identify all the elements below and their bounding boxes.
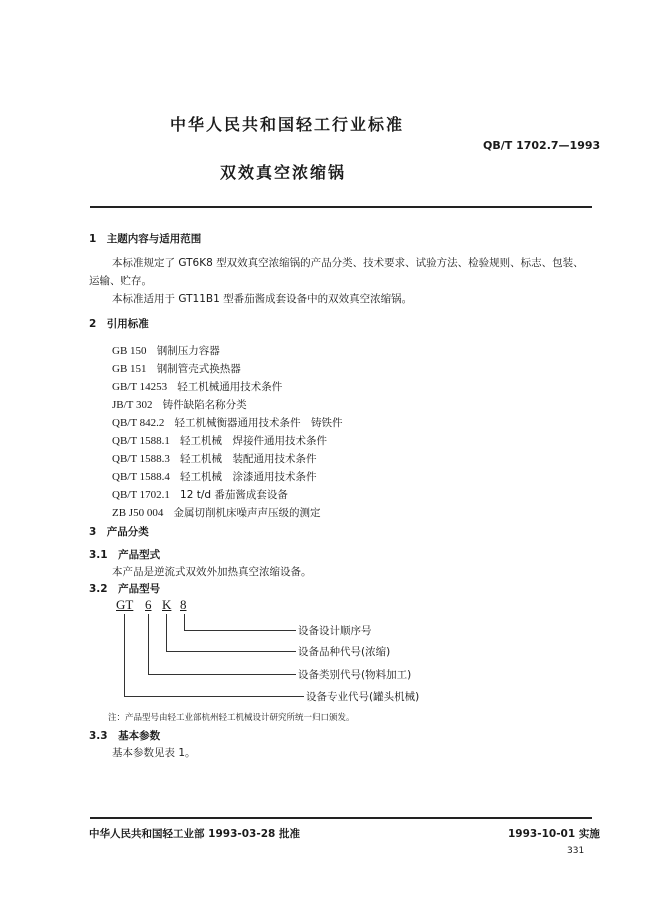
section-1-paragraph-1-line-2: 运输、贮存。 [89, 275, 152, 287]
reference-item [112, 393, 247, 412]
section-3-3-heading: 3.3 基本参数 [89, 730, 161, 742]
reference-name: 轻工机械衡器通用技术条件 铸铁件 [174, 417, 343, 429]
reference-name: 轻工机械通用技术条件 [177, 381, 283, 393]
connector-horizontal-6 [148, 674, 296, 675]
reference-item [112, 483, 288, 502]
reference-name: 轻工机械 焊接件通用技术条件 [180, 435, 328, 447]
model-label-variety-code: 设备品种代号(浓缩) [298, 646, 391, 658]
effective-date: 1993-10-01 实施 [508, 828, 600, 840]
section-3-heading: 3 产品分类 [89, 526, 149, 538]
connector-horizontal-gt [124, 696, 304, 697]
reference-code: GB/T 14253 [112, 381, 168, 393]
model-label-design-sequence: 设备设计顺序号 [298, 625, 372, 637]
connector-vertical-gt [124, 614, 125, 697]
section-1-heading: 1 主题内容与适用范围 [89, 233, 202, 245]
section-3-2-heading: 3.2 产品型号 [89, 583, 161, 595]
model-char-gt: GT [116, 597, 134, 612]
page-number: 331 [567, 846, 585, 856]
section-2-heading: 2 引用标准 [89, 318, 149, 330]
reference-item [112, 339, 220, 358]
reference-item [112, 465, 317, 484]
reference-name: 12 t/d 番茄酱成套设备 [180, 489, 288, 501]
reference-item [112, 357, 241, 376]
footer-rule [90, 817, 592, 819]
reference-name: 钢制压力容器 [156, 345, 220, 357]
reference-name: 金属切削机床噪声声压级的测定 [173, 507, 321, 519]
reference-code: GB 150 [112, 345, 147, 357]
connector-vertical-8 [184, 614, 185, 631]
reference-name: 轻工机械 装配通用技术条件 [180, 453, 317, 465]
reference-code: JB/T 302 [112, 399, 153, 411]
header-rule [90, 206, 592, 208]
reference-code: QB/T 1588.1 [112, 435, 170, 447]
reference-code: QB/T 1588.4 [112, 471, 170, 483]
reference-item [112, 429, 327, 448]
section-3-1-text: 本产品是逆流式双效外加热真空浓缩设备。 [112, 566, 312, 578]
model-label-category-code: 设备类别代号(物料加工) [298, 669, 412, 681]
reference-item [112, 501, 321, 520]
standard-code: QB/T 1702.7—1993 [483, 139, 601, 152]
reference-code: ZB J50 004 [112, 507, 164, 519]
reference-code: QB/T 1702.1 [112, 489, 170, 501]
reference-name: 轻工机械 涂漆通用技术条件 [180, 471, 317, 483]
reference-code: QB/T 1588.3 [112, 453, 170, 465]
model-char-8: 8 [180, 597, 187, 612]
section-1-paragraph-1-line-1: 本标准规定了 GT6K8 型双效真空浓缩锅的产品分类、技术要求、试验方法、检验规则、标志、包装、 [112, 257, 584, 269]
reference-name: 铸件缺陷名称分类 [162, 399, 247, 411]
reference-name: 钢制管壳式换热器 [156, 363, 241, 375]
model-label-specialty-code: 设备专业代号(罐头机械) [306, 691, 420, 703]
approval-line: 中华人民共和国轻工业部 1993-03-28 批准 [89, 828, 300, 840]
connector-vertical-k [166, 614, 167, 652]
reference-item [112, 447, 317, 466]
model-note: 注：产品型号由轻工业部杭州轻工机械设计研究所统一归口颁发。 [108, 713, 355, 723]
section-1-paragraph-2: 本标准适用于 GT11B1 型番茄酱成套设备中的双效真空浓缩锅。 [112, 293, 413, 305]
issuing-organization: 中华人民共和国轻工行业标准 [170, 115, 405, 134]
section-3-1-heading: 3.1 产品型式 [89, 549, 161, 561]
model-char-6: 6 [145, 597, 152, 612]
connector-vertical-6 [148, 614, 149, 675]
model-char-k: K [162, 597, 172, 612]
connector-horizontal-k [166, 651, 296, 652]
reference-code: GB 151 [112, 363, 147, 375]
reference-item [112, 411, 343, 430]
document-title: 双效真空浓缩锅 [220, 163, 347, 182]
connector-horizontal-8 [184, 630, 296, 631]
reference-item [112, 375, 282, 394]
reference-code: QB/T 842.2 [112, 417, 165, 429]
section-3-3-text: 基本参数见表 1。 [112, 747, 196, 759]
